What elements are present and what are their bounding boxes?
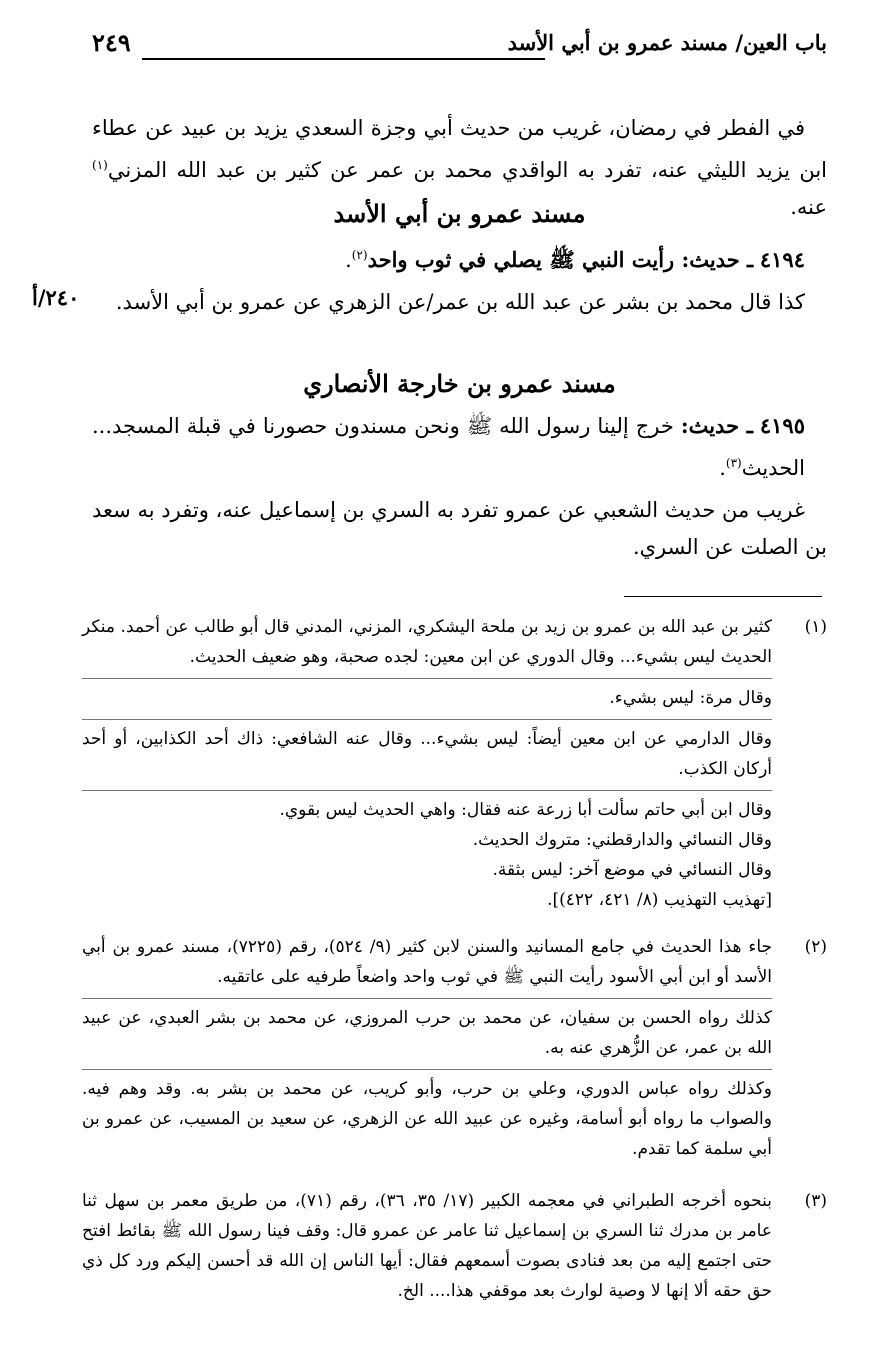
footnote-line: وقال مرة: ليس بشيء. — [609, 688, 772, 708]
footnote-line: جاء هذا الحديث في جامع المسانيد والسنن لابن كثير (٩/ ٥٢٤)، رقم (٧٢٢٥)، مسند عمرو بن أبي الأسد أو ابن أبي الأسود رأيت النبي ﷺ في ثوب واحد واضعاً طرفيه على عاتقيه. — [82, 937, 773, 987]
footnote-line: بنحوه أخرجه الطبراني في معجمه الكبير (١٧/ ٣٥، ٣٦)، رقم (٧١)، من طريق معمر بن سهل ثنا عامر بن مدرك ثنا السري بن إسماعيل ثنا عامر عن عمرو قال: وقف فينا رسول الله ﷺ بقائط افتح حتى اجتمع إليه من بعد فنادى بصوت أسمعهم فقال: أيها الناس إن الله قد أحسن إليكم ورد كل ذي حق حقه ألا إنها لا وصية لوارث بعد موقفي هذا.... الخ. — [82, 1191, 773, 1301]
hadith-label: ـ حديث: — [681, 247, 754, 272]
section-amr-ibn-kharija — [92, 362, 827, 566]
hadith-number: ٤١٩٤ — [759, 247, 805, 272]
footnote-mark: (١) — [804, 617, 827, 637]
footnote-line: كذلك رواه الحسن بن سفيان، عن محمد بن حرب المروزي، عن محمد بن بشر العبدي، عن عبيد الله بن عمر، عن الزُّهري عنه به. — [82, 1008, 772, 1058]
hadith-tail: . — [719, 456, 726, 480]
running-title: باب العين/ مسند عمرو بن أبي الأسد — [507, 30, 827, 55]
divider — [82, 790, 772, 791]
commentary-2: غريب من حديث الشعبي عن عمرو تفرد به السري بن إسماعيل عنه، وتفرد به سعد بن الصلت عن السري. — [92, 498, 827, 559]
hadith-tail: . — [345, 248, 352, 272]
footnote-separator — [624, 596, 822, 597]
hadith-text: خرج إلينا رسول الله ﷺ ونحن مسندون حصورنا في قبلة المسجد... الحديث — [92, 414, 805, 480]
manuscript-folio-ref: ٢٤٠/أ — [32, 285, 80, 310]
page-header — [92, 30, 827, 70]
footnote-ref-3[interactable]: (٣) — [725, 456, 742, 470]
footnote-line: [تهذيب التهذيب (٨/ ٤٢١، ٤٢٢)]. — [547, 890, 772, 910]
page-number: ٢٤٩ — [92, 28, 131, 57]
footnote-line: وقال الدارمي عن ابن معين أيضاً: ليس بشيء... وقال عنه الشافعي: ذاك أحد الكذابين، أو أحد أركان الكذب. — [82, 729, 772, 779]
footnote-ref-1[interactable]: (١) — [92, 158, 108, 172]
footnote-line: وكذلك رواه عباس الدوري، وعلي بن حرب، وأبو كريب، عن محمد بن بشر به. وقد وهم فيه. والصواب ما رواه أبو أسامة، وغيره عن عبيد الله عن الزهري، عن سعيد بن المسيب، عن عمرو بن أبي سلمة كما تقدم. — [82, 1079, 772, 1159]
commentary-1: كذا قال محمد بن بشر عن عبد الله بن عمر/عن الزهري عن عمرو بن أبي الأسد. — [115, 290, 805, 314]
footnote-3 — [82, 1186, 827, 1306]
section-heading-1: مسند عمرو بن أبي الأسد — [333, 199, 586, 228]
footnote-line: وقال النسائي في موضع آخر: ليس بثقة. — [492, 860, 772, 880]
divider — [82, 1069, 772, 1070]
hadith-label: ـ حديث: — [680, 413, 753, 438]
section-heading-2: مسند عمرو بن خارجة الأنصاري — [303, 369, 616, 398]
footnote-2 — [82, 932, 827, 1164]
hadith-text: رأيت النبي ﷺ يصلي في ثوب واحد — [367, 247, 682, 272]
footnote-line: كثير بن عبد الله بن عمرو بن زيد بن ملحة اليشكري، المزني، المدني قال أبو طالب عن أحمد. منكر الحديث ليس بشيء... وقال الدوري عن ابن معين: لجده صحبة، وهو ضعيف الحديث. — [82, 617, 772, 667]
hadith-4195 — [92, 407, 827, 487]
footnote-mark: (٢) — [804, 937, 827, 957]
footnote-ref-2[interactable]: (٢) — [351, 248, 368, 262]
intro-text: في الفطر في رمضان، غريب من حديث أبي وجزة السعدي يزيد بن عبيد عن عطاء ابن يزيد الليثي عنه، تفرد به الواقدي محمد بن عمر عن كثير بن عبد الله المزني — [92, 116, 827, 182]
hadith-number: ٤١٩٥ — [759, 413, 805, 438]
footnote-mark: (٣) — [804, 1191, 827, 1211]
divider — [82, 678, 772, 679]
hadith-4194 — [92, 237, 827, 279]
footnote-1 — [82, 612, 827, 915]
footnote-line: وقال ابن أبي حاتم سألت أبا زرعة عنه فقال: واهي الحديث ليس بقوي. — [279, 800, 772, 820]
header-rule — [142, 58, 545, 60]
footnote-line: وقال النسائي والدارقطني: متروك الحديث. — [472, 830, 772, 850]
intro-tail: عنه. — [790, 195, 827, 219]
divider — [82, 719, 772, 720]
divider — [82, 998, 772, 999]
section-amr-ibn-abi-al-asad — [92, 192, 827, 321]
